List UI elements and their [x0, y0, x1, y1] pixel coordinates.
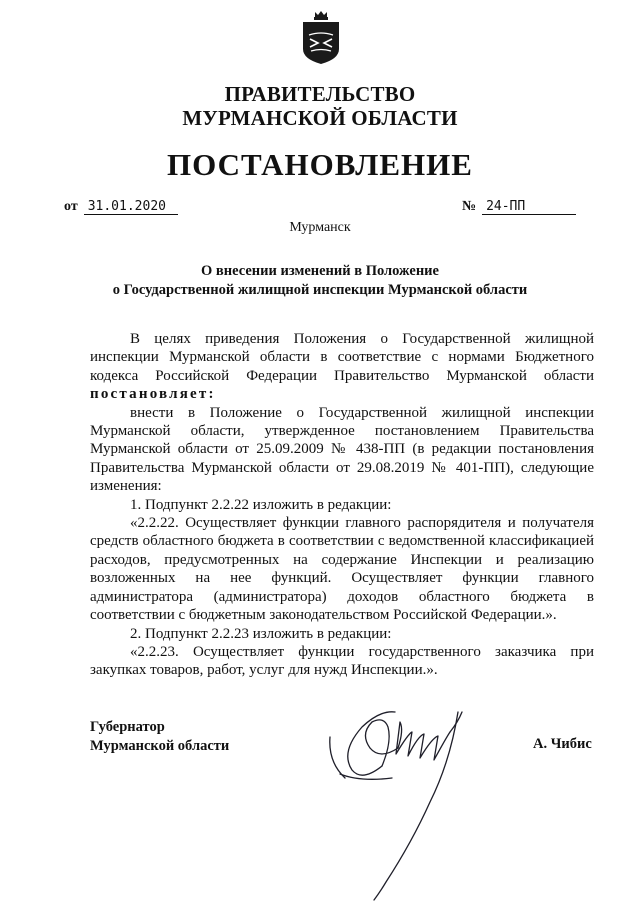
date-field	[64, 199, 178, 215]
signatory-name: А. Чибис	[533, 736, 592, 752]
item-2-text: «2.2.23. Осуществляет функции государственного заказчика при закупках товаров, работ, услуг для нужд Инспекции.».	[90, 643, 594, 679]
preamble-text: В целях приведения Положения о Государственной жилищной инспекции Мурманской области в соответствие с нормами Бюджетного кодекса Российской Федерации Правительство Мурманской области	[90, 331, 594, 384]
position-line-2: Мурманской области	[90, 737, 230, 754]
date-prefix: от	[64, 199, 78, 214]
decision-paragraph: внести в Положение о Государственной жилищной инспекции Мурманской области, утвержденное постановлением Правительства Мурманской области от 25.09.2009 № 438-ПП (в редакции постановления Правительства Мурманской области от 29.08.2019 № 401-ПП), следующие изменения:	[90, 404, 594, 495]
item-2-intro: 2. Подпункт 2.2.23 изложить в редакции:	[130, 625, 392, 642]
document-body	[90, 330, 594, 680]
position-line-1: Губернатор	[90, 719, 165, 735]
subject-line-1: О внесении изменений в Положение	[201, 263, 439, 279]
document-subject	[0, 262, 640, 300]
number-prefix: №	[462, 199, 477, 214]
number-value: 24-ПП	[482, 199, 576, 215]
authority-line-1: ПРАВИТЕЛЬСТВО	[224, 82, 416, 106]
document-type-title: ПОСТАНОВЛЕНИЕ	[167, 147, 473, 182]
issuing-authority	[0, 82, 640, 130]
handwritten-signature-icon	[300, 682, 500, 904]
preamble-paragraph	[90, 330, 594, 404]
item-1-intro: 1. Подпункт 2.2.22 изложить в редакции:	[130, 496, 392, 513]
city-name: Мурманск	[289, 220, 351, 235]
subject-line-2: о Государственной жилищной инспекции Мурманской области	[112, 282, 528, 298]
number-field	[462, 199, 576, 215]
date-value: 31.01.2020	[84, 199, 178, 215]
item-1-text: «2.2.22. Осуществляет функции главного распорядителя и получателя средств областного бюджета в соответствии с ведомственной классификацией расходов, предусмотренных на содержание Инспекции и реализацию возложенных на нее функций. Осуществляет функции главного администратора (администратора) доходов областного бюджета в соответствии с бюджетным законодательством Российской Федерации.».	[90, 515, 594, 624]
authority-line-2: МУРМАНСКОЙ ОБЛАСТИ	[182, 106, 458, 130]
murmansk-coat-of-arms-icon	[299, 9, 343, 65]
decree-word: постановляет:	[90, 386, 216, 403]
signatory-position	[90, 718, 229, 755]
